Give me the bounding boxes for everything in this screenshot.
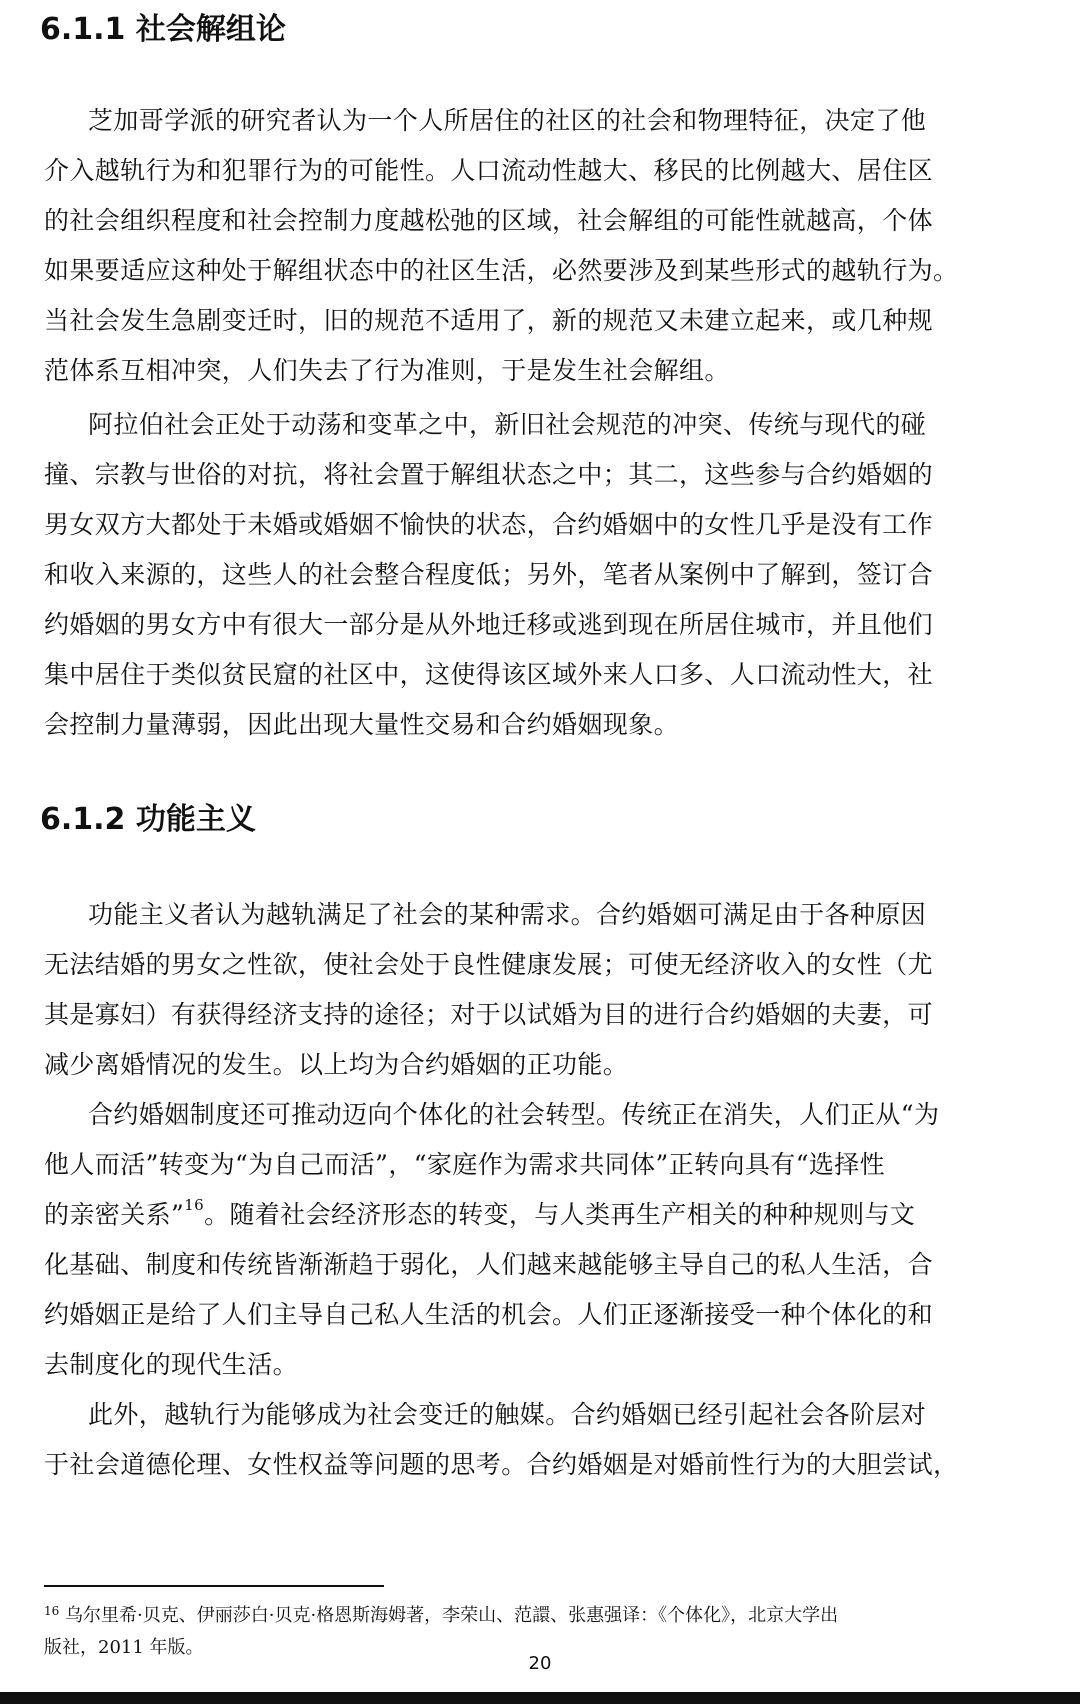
text-line: 去制度化的现代生活。 [44, 1350, 299, 1379]
text-line: 合约婚姻制度还可推动迈向个体化的社会转型。传统正在消失，人们正从“为 [88, 1100, 940, 1129]
text-line: 芝加哥学派的研究者认为一个人所居住的社区的社会和物理特征，决定了他 [88, 106, 927, 135]
text-segment: 。随着社会经济形态的转变，与人类再生产相关的种种规则与文 [204, 1200, 916, 1229]
footnote-line [44, 1600, 1044, 1632]
text-segment: 的亲密关系” [44, 1200, 185, 1229]
text-line: 化基础、制度和传统皆渐渐趋于弱化，人们越来越能够主导自己的私人生活，合 [44, 1250, 934, 1279]
paragraph-functionalism-2 [44, 1090, 1044, 1390]
paragraph-social-disorganization-2 [44, 400, 1044, 750]
text-line: 其是寡妇）有获得经济支持的途径；对于以试婚为目的进行合约婚姻的夫妻，可 [44, 1000, 934, 1029]
text-line: 会控制力量薄弱，因此出现大量性交易和合约婚姻现象。 [44, 710, 680, 739]
footnote-line: 版社，2011 年版。 [44, 1637, 204, 1658]
text-line-with-footnote [44, 1190, 1044, 1240]
text-line: 当社会发生急剧变迁时，旧的规范不适用了，新的规范又未建立起来，或几种规 [44, 306, 934, 335]
section-heading-6-1-2: 6.1.2 功能主义 [40, 802, 256, 837]
text-line: 此外，越轨行为能够成为社会变迁的触媒。合约婚姻已经引起社会各阶层对 [88, 1400, 927, 1429]
section-heading-6-1-1: 6.1.1 社会解组论 [40, 12, 286, 47]
text-line: 约婚姻正是给了人们主导自己私人生活的机会。人们正逐渐接受一种个体化的和 [44, 1300, 934, 1329]
page-number: 20 [528, 1653, 552, 1674]
text-line: 男女双方大都处于未婚或婚姻不愉快的状态，合约婚姻中的女性几乎是没有工作 [44, 510, 934, 539]
text-line: 他人而活”转变为“为自己而活”，“家庭作为需求共同体”正转向具有“选择性 [44, 1150, 886, 1179]
footnote-divider [44, 1585, 384, 1587]
text-line: 范体系互相冲突，人们失去了行为准则，于是发生社会解组。 [44, 356, 730, 385]
text-line: 如果要适应这种处于解组状态中的社区生活，必然要涉及到某些形式的越轨行为。 [44, 256, 959, 285]
text-line: 功能主义者认为越轨满足了社会的某种需求。合约婚姻可满足由于各种原因 [88, 900, 927, 929]
footnote-reference[interactable]: 16 [184, 1196, 205, 1214]
paragraph-functionalism-1 [44, 890, 1044, 1090]
text-line: 集中居住于类似贫民窟的社区中，这使得该区域外来人口多、人口流动性大，社 [44, 660, 934, 689]
text-line: 无法结婚的男女之性欲，使社会处于良性健康发展；可使无经济收入的女性（尤 [44, 950, 934, 979]
text-line: 于社会道德伦理、女性权益等问题的思考。合约婚姻是对婚前性行为的大胆尝试， [44, 1450, 959, 1479]
paragraph-social-disorganization-1 [44, 96, 1044, 396]
text-line: 减少离婚情况的发生。以上均为合约婚姻的正功能。 [44, 1050, 629, 1079]
paragraph-functionalism-3 [44, 1390, 1044, 1490]
text-line: 的社会组织程度和社会控制力度越松弛的区域，社会解组的可能性就越高，个体 [44, 206, 934, 235]
footnote-text: 乌尔里希·贝克、伊丽莎白·贝克·格恩斯海姆著，李荣山、范譞、张惠强译：《个体化》，北京大学出 [65, 1605, 839, 1626]
scan-bottom-edge [0, 1692, 1080, 1704]
text-line: 和收入来源的，这些人的社会整合程度低；另外，笔者从案例中了解到，签订合 [44, 560, 934, 589]
text-line: 约婚姻的男女方中有很大一部分是从外地迁移或逃到现在所居住城市，并且他们 [44, 610, 934, 639]
text-line: 介入越轨行为和犯罪行为的可能性。人口流动性越大、移民的比例越大、居住区 [44, 156, 934, 185]
text-line: 撞、宗教与世俗的对抗，将社会置于解组状态之中；其二，这些参与合约婚姻的 [44, 460, 934, 489]
footnote-number: 16 [44, 1604, 60, 1618]
text-line: 阿拉伯社会正处于动荡和变革之中，新旧社会规范的冲突、传统与现代的碰 [88, 410, 927, 439]
